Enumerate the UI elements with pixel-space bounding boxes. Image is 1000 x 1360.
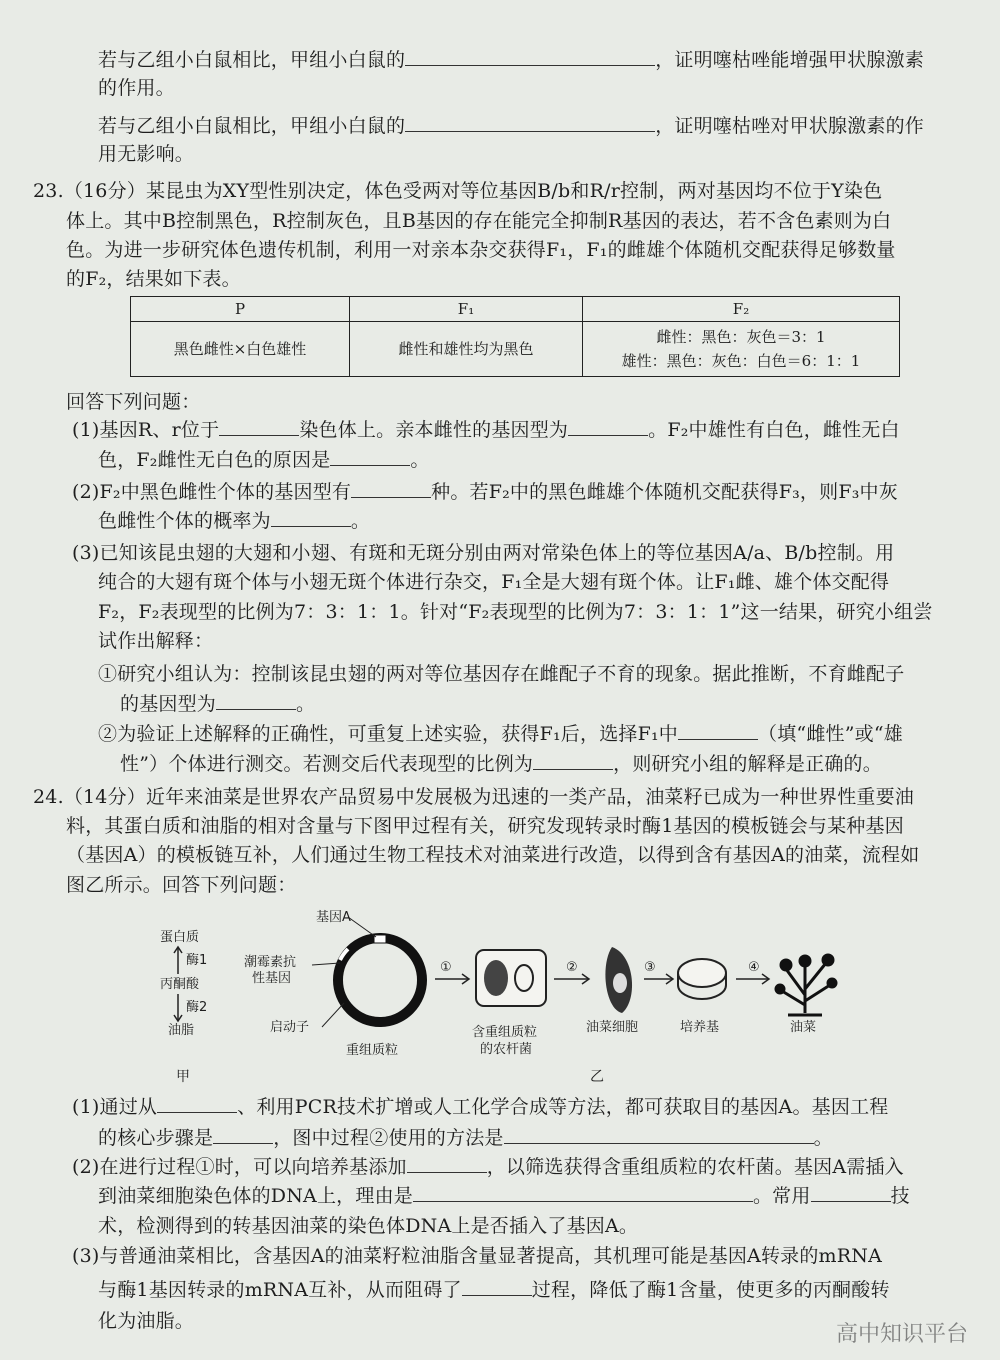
text-segment: ，以筛选获得含重组质粒的农杆菌。基因A需插入: [486, 1156, 904, 1178]
text-segment: 。常用: [752, 1185, 811, 1207]
text-segment: 24.（14分）近年来油菜是世界农产品贸易中发展极为迅速的一类产品，油菜籽已成为一种世界性重要油: [33, 786, 914, 808]
label-pyruvate: 丙酮酸: [160, 977, 200, 992]
text-line: [98, 598, 933, 626]
table-cell-p: 黑色雌性×白色雄性: [131, 322, 350, 377]
label-culture-medium: 培养基: [680, 1020, 720, 1035]
label-fat: 油脂: [168, 1023, 195, 1038]
answer-blank: [568, 417, 648, 436]
answer-blank: [405, 113, 655, 132]
label-promoter: 启动子: [270, 1020, 310, 1035]
text-segment: 。: [813, 1127, 833, 1149]
text-line: [98, 1212, 638, 1240]
text-line: [98, 140, 194, 168]
f2-male-ratio: 雄性：黑色：灰色：白色＝6：1：1: [621, 352, 861, 370]
figure-label-yi: 乙: [590, 1069, 604, 1085]
text-line: [98, 74, 175, 102]
text-segment: 用无影响。: [98, 143, 195, 165]
text-segment: 。: [350, 510, 371, 532]
text-line: [66, 812, 904, 840]
text-segment: 23.（16分）某昆虫为XY型性别决定，体色受两对等位基因B/b和R/r控制，两对基因均不位于Y染色: [33, 180, 883, 202]
table-header-f1: F₁: [350, 297, 583, 322]
plasmid-ring: [338, 938, 422, 1022]
text-segment: 色。为进一步研究体色遗传机制，利用一对亲本杂交获得F₁，F₁的雌雄个体随机交配获得足够数量: [66, 239, 896, 261]
step-2-label: ②: [566, 960, 578, 975]
text-segment: ，证明噻枯唑能增强甲状腺激素: [655, 49, 925, 71]
cross-results-table: [130, 296, 900, 377]
text-segment: 的作用。: [98, 77, 175, 99]
rape-plant-icon: [776, 955, 836, 1015]
text-line: [120, 750, 882, 778]
answer-blank: [407, 1154, 487, 1173]
answer-blank: [413, 1183, 753, 1202]
label-gene-a: 基因A: [316, 910, 351, 925]
text-segment: 术，检测得到的转基因油菜的染色体DNA上是否插入了基因A。: [98, 1215, 639, 1237]
text-segment: ②为验证上述解释的正确性，可重复上述实验，获得F₁后，选择F₁中: [98, 723, 679, 745]
label-resistance-gene-2: 性基因: [252, 971, 292, 986]
text-segment: 化为油脂。: [98, 1310, 195, 1332]
answer-blank: [462, 1277, 532, 1296]
text-line: [72, 1093, 888, 1121]
text-segment: 。: [296, 693, 316, 715]
text-segment: 图乙所示。回答下列问题：: [66, 874, 297, 896]
text-line: [98, 112, 924, 140]
step-4-label: ④: [748, 960, 760, 975]
label-resistance-gene-1: 潮霉素抗: [244, 955, 297, 970]
text-line: [66, 207, 891, 235]
text-segment: F₂，F₂表现型的比例为7：3：1：1。针对“F₂表现型的比例为7：3：1：1”这一结果，研究小组尝: [98, 601, 933, 623]
text-line: [98, 1124, 833, 1152]
label-enzyme1: 酶1: [186, 953, 208, 968]
text-line: [66, 388, 200, 416]
text-segment: (3)已知该昆虫翅的大翅和小翅、有斑和无斑分别由两对常染色体上的等位基因A/a、B/b控制。用: [72, 542, 895, 564]
step-3-label: ③: [644, 960, 656, 975]
answer-blank: [504, 1125, 814, 1144]
text-line: [72, 1242, 882, 1270]
text-segment: 到油菜细胞染色体的DNA上，理由是: [98, 1185, 413, 1207]
text-segment: 种。若F₂中的黑色雌雄个体随机交配获得F₃，则F₃中灰: [431, 481, 898, 503]
text-line: [98, 507, 370, 535]
table-cell-f2: [583, 322, 900, 377]
text-line: [98, 660, 904, 688]
answer-blank: [219, 417, 299, 436]
text-segment: 与酶1基因转录的mRNA互补，从而阻碍了: [98, 1279, 462, 1301]
text-segment: 色，F₂雌性无白色的原因是: [98, 449, 331, 471]
figure-label-jia: 甲: [176, 1069, 190, 1085]
text-line: [98, 446, 430, 474]
text-line: [98, 1182, 910, 1210]
watermark: 高中知识平台: [835, 1322, 968, 1347]
answer-blank: [533, 751, 613, 770]
text-segment: 纯合的大翅有斑个体与小翅无斑个体进行杂交，F₁全是大翅有斑个体。让F₁雌、雄个体交配得: [98, 571, 890, 593]
text-line: [72, 1153, 904, 1181]
label-enzyme2: 酶2: [186, 1000, 208, 1015]
text-line: [98, 1307, 194, 1335]
answer-blank: [351, 479, 431, 498]
text-segment: (2)F₂中黑色雌性个体的基因型有: [72, 481, 352, 503]
label-rape-cell: 油菜细胞: [586, 1020, 639, 1035]
answer-blank: [213, 1125, 273, 1144]
text-segment: 染色体上。亲本雌性的基因型为: [299, 419, 569, 441]
text-segment: (3)与普通油菜相比，含基因A的油菜籽粒油脂含量显著提高，其机理可能是基因A转录的mRNA: [72, 1245, 883, 1267]
text-segment: 性”）个体进行测交。若测交后代表现型的比例为: [120, 753, 534, 775]
text-line: [66, 871, 296, 899]
text-segment: （基因A）的模板链互补，人们通过生物工程技术对油菜进行改造，以得到含有基因A的油菜，流程如: [66, 844, 920, 866]
text-line: [66, 236, 896, 264]
text-segment: 若与乙组小白鼠相比，甲组小白鼠的: [98, 49, 406, 71]
text-segment: 的基因型为: [120, 693, 217, 715]
text-segment: 试作出解释：: [98, 630, 214, 652]
answer-blank: [216, 691, 296, 710]
text-segment: (1)基因R、r位于: [72, 419, 220, 441]
answer-blank: [330, 447, 410, 466]
answer-blank: [271, 508, 351, 527]
text-segment: 。F₂中雄性有白色，雌性无白: [648, 419, 900, 441]
bacterium-icon: [484, 960, 508, 996]
text-segment: 。: [410, 449, 430, 471]
text-line: [33, 783, 914, 811]
text-segment: 技: [890, 1185, 910, 1207]
answer-blank: [678, 721, 758, 740]
text-line: [120, 690, 315, 718]
text-line: [98, 627, 213, 655]
pathway-arrows: [170, 944, 190, 1024]
flow-graphic: [240, 905, 840, 1050]
text-segment: (1)通过从: [72, 1096, 158, 1118]
text-segment: 料，其蛋白质和油脂的相对含量与下图甲过程有关，研究发现转录时酶1基因的模板链会与某种基因: [66, 815, 904, 837]
text-segment: 色雌性个体的概率为: [98, 510, 271, 532]
text-line: [98, 720, 903, 748]
text-segment: (2)在进行过程①时，可以向培养基添加: [72, 1156, 407, 1178]
answer-blank: [811, 1183, 891, 1202]
text-segment: 、利用PCR技术扩增或人工化学合成等方法，都可获取目的基因A。基因工程: [237, 1096, 889, 1118]
label-agrobacterium-1: 含重组质粒: [472, 1025, 538, 1040]
label-rape: 油菜: [790, 1020, 817, 1035]
text-segment: 的核心步骤是: [98, 1127, 214, 1149]
text-segment: 回答下列问题：: [66, 391, 201, 413]
answer-blank: [157, 1094, 237, 1113]
text-segment: ①研究小组认为：控制该昆虫翅的两对等位基因存在雌配子不育的现象。据此推断，不育雌配子: [98, 663, 905, 685]
f2-female-ratio: 雌性：黑色：灰色＝3：1: [656, 328, 826, 346]
table-header-p: P: [131, 297, 350, 322]
step-1-label: ①: [440, 960, 452, 975]
text-line: [66, 265, 241, 293]
label-plasmid: 重组质粒: [346, 1043, 399, 1058]
text-segment: ，则研究小组的解释是正确的。: [613, 753, 882, 775]
text-line: [72, 416, 900, 444]
text-line: [66, 841, 919, 869]
table-cell-f1: 雌性和雄性均为黑色: [350, 322, 583, 377]
text-line: [72, 478, 898, 506]
label-protein: 蛋白质: [160, 930, 200, 945]
text-segment: 若与乙组小白鼠相比，甲组小白鼠的: [98, 115, 406, 137]
text-line: [98, 46, 924, 74]
culture-medium-icon: [678, 959, 726, 987]
text-segment: ，图中过程②使用的方法是: [273, 1127, 504, 1149]
text-line: [98, 568, 889, 596]
text-line: [98, 1276, 890, 1304]
text-segment: 过程，降低了酶1含量，使更多的丙酮酸转: [531, 1279, 890, 1301]
table-header-f2: F₂: [583, 297, 900, 322]
text-segment: ，证明噻枯唑对甲状腺激素的作: [655, 115, 925, 137]
gene-a-segment: [374, 935, 386, 943]
text-line: [72, 539, 894, 567]
text-segment: 体上。其中B控制黑色，R控制灰色，且B基因的存在能完全抑制R基因的表达，若不含色素则为白: [66, 210, 892, 232]
text-segment: （填“雌性”或“雄: [758, 723, 903, 745]
text-line: [33, 177, 882, 205]
answer-blank: [405, 47, 655, 66]
label-agrobacterium-2: 的农杆菌: [480, 1042, 533, 1057]
text-segment: 的F₂，结果如下表。: [66, 268, 241, 290]
